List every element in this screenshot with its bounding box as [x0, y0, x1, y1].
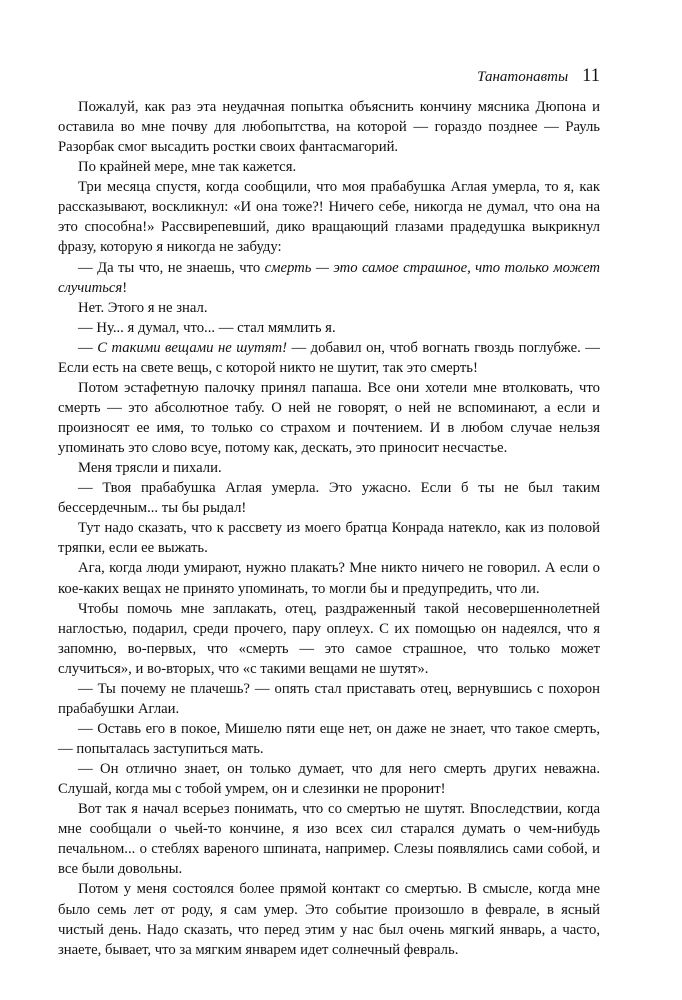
paragraph [58, 458, 600, 478]
text-run: ! [122, 279, 128, 296]
text-run: — Ты почему не плачешь? — опять стал приставать отец, вернувшись с похорон прабабушки Аглаи. [58, 680, 600, 717]
text-run: Нет. Этого я не знал. [78, 299, 208, 316]
paragraph [58, 177, 600, 257]
text-run: — [78, 339, 98, 356]
italic-text: С такими вещами не шутят! [97, 339, 287, 356]
text-run: Потом эстафетную палочку принял папаша. Все они хотели мне втолковать, что смерть — это абсолютное табу. О ней не говорят, о ней не вспоминают, а если и произносят ее имя, то только со страхом и почтением. И в любом случае нельзя упоминать это слово всуе, потому как, дескать, это приносит несчастье. [58, 379, 600, 457]
text-run: — Твоя прабабушка Аглая умерла. Это ужасно. Если б ты не был таким бессердечным... ты бы рыдал! [58, 480, 600, 517]
text-run: Меня трясли и пихали. [78, 460, 222, 477]
text-run: Ага, когда люди умирают, нужно плакать? Мне никто ничего не говорил. А если о кое-каких вещах не принято упоминать, то могли бы и предупредить, что ли. [58, 560, 600, 597]
paragraph [58, 157, 600, 177]
paragraph [58, 258, 600, 298]
paragraph [58, 599, 600, 679]
text-run: Пожалуй, как раз эта неудачная попытка объяснить кончину мясника Дюпона и оставила во мне почву для любопытства, на которой — гораздо позднее — Рауль Разорбак смог высадить ростки своих фантасмагорий. [58, 99, 600, 156]
text-run: Вот так я начал всерьез понимать, что со смертью не шутят. Впоследствии, когда мне сообщали о чьей-то кончине, я изо всех сил старался думать о чем-нибудь печальном... о стеблях вареного шпината, например. Слезы появлялись сами собой, и все были довольны. [58, 801, 600, 878]
paragraph [58, 298, 600, 318]
text-run: Потом у меня состоялся более прямой контакт со смертью. В смысле, когда мне было семь лет от роду, я сам умер. Это событие произошло в феврале, в ясный чистый день. Надо сказать, что перед этим у нас был очень мягкий январь, а часто, знаете, бывает, что за мягким январем идет солнечный февраль. [58, 881, 600, 958]
paragraph [58, 879, 600, 959]
text-run: — Оставь его в покое, Мишелю пяти еще нет, он даже не знает, что такое смерть, — попыталась заступиться мать. [58, 720, 600, 757]
text-run: — Он отлично знает, он только думает, что для него смерть других неважна. Слушай, когда мы с тобой умрем, он и слезинки не проронит! [58, 761, 600, 798]
text-run: Чтобы помочь мне заплакать, отец, раздраженный такой несовершеннолетней наглостью, подарил, среди прочего, пару оплеух. С их помощью он надеялся, что я запомню, во-первых, что «смерть — это самое страшное, что только может случиться», и во-вторых, что «с такими вещами не шутят». [58, 600, 600, 677]
paragraph [58, 478, 600, 518]
running-title: Танатонавты [477, 69, 569, 85]
paragraph [58, 518, 600, 558]
paragraph [58, 719, 600, 759]
italic-text: смерть — это самое страшное, что только может случиться [58, 259, 601, 296]
text-run: Три месяца спустя, когда сообщили, что моя прабабушка Аглая умерла, то я, как рассказывают, воскликнул: «И она тоже?! Ничего себе, никогда не думал, что она на это способна!» Рассвирепевший, дико вращающий глазами прадедушка выкрикнул фразу, которую я никогда не забуду: [58, 179, 600, 256]
paragraph [58, 338, 600, 378]
paragraph [58, 799, 600, 879]
text-run: Тут надо сказать, что к рассвету из моего братца Конрада натекло, как из половой тряпки, если ее выжать. [58, 520, 600, 557]
paragraph [58, 318, 600, 338]
text-run: По крайней мере, мне так кажется. [78, 159, 297, 176]
text-run: — Да ты что, не знаешь, что [78, 259, 265, 276]
paragraph [58, 378, 600, 458]
paragraph [58, 679, 600, 719]
paragraph [58, 759, 600, 799]
running-header [477, 66, 600, 90]
page-number: 11 [582, 66, 600, 86]
text-run: — Ну... я думал, что... — стал мямлить я. [78, 319, 336, 336]
body-text [58, 97, 600, 960]
paragraph [58, 558, 600, 598]
text-run: — добавил он, чтоб вогнать гвоздь поглубже. — Если есть на свете вещь, с которой никто не шутит, так это смерть! [58, 339, 600, 376]
paragraph [58, 97, 600, 157]
